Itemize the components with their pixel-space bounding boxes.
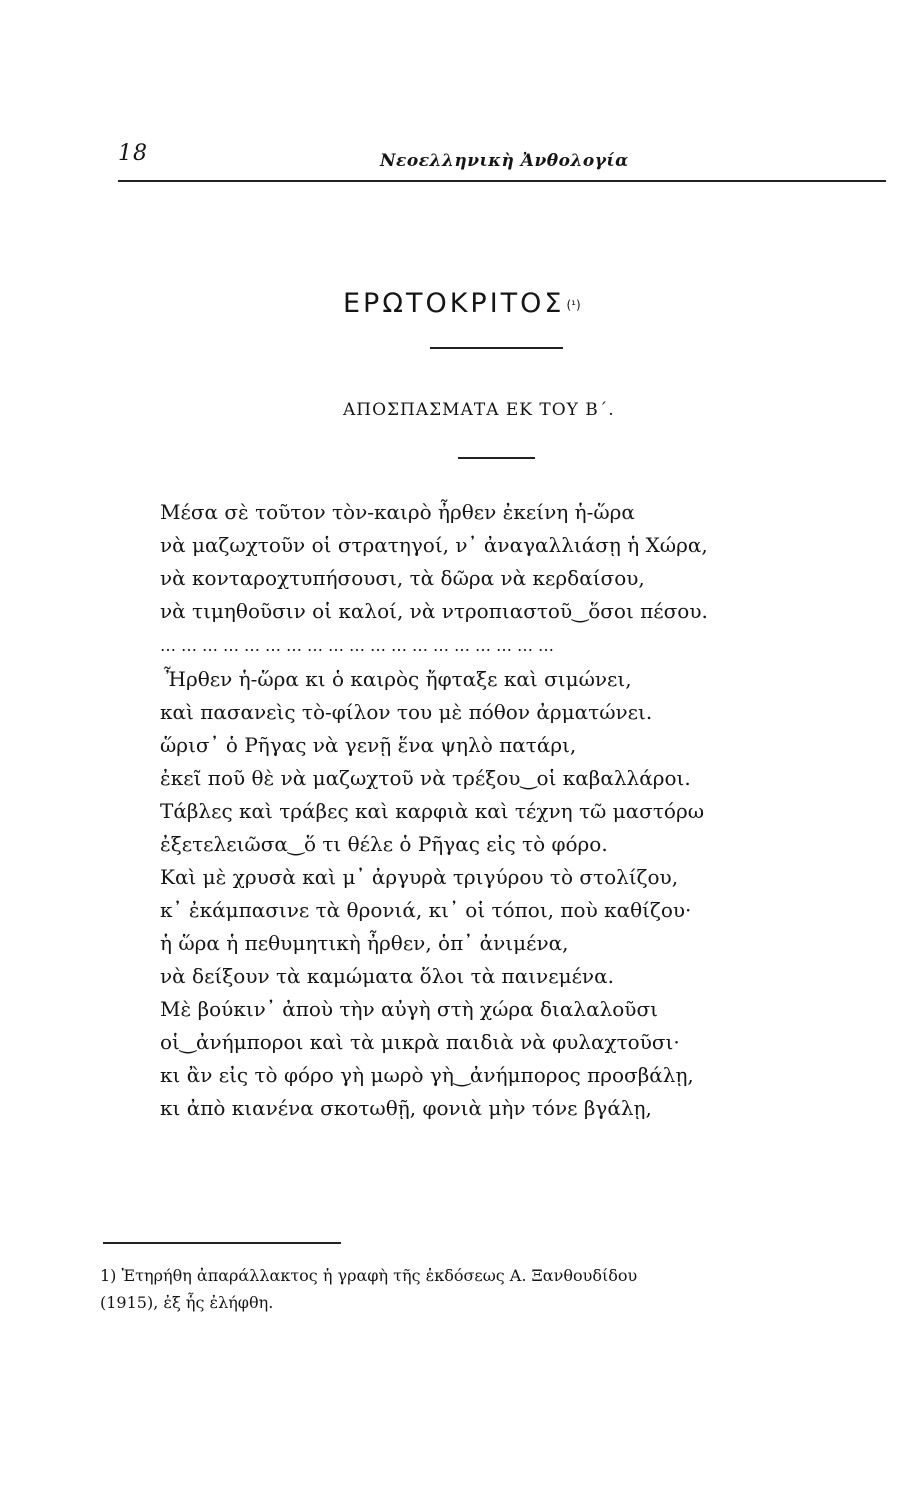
poem-line: ἐκεῖ ποῦ θὲ νὰ μαζωχτοῦ νὰ τρέξου‿οἱ καβαλλάροι. bbox=[160, 766, 691, 790]
poem-line: Ἦρθεν ἡ-ὥρα κι ὁ καιρὸς ἤφταξε καὶ σιμώνει, bbox=[164, 667, 632, 691]
poem-line: Τάβλες καὶ τράβες καὶ καρφιὰ καὶ τέχνη τῶ μαστόρω bbox=[160, 799, 705, 823]
poem-line: νὰ μαζωχτοῦν οἱ στρατηγοί, ν᾽ ἀναγαλλιάσῃ ἡ Χώρα, bbox=[160, 533, 708, 557]
poem-line: νὰ τιμηθοῦσιν οἱ καλοί, νὰ ντροπιαστοῦ‿ὅσοι πέσου. bbox=[160, 599, 708, 623]
subtitle-rule bbox=[458, 457, 535, 459]
ellipsis-line: ………………………………………………… bbox=[160, 636, 559, 655]
subtitle: ΑΠΟΣΠΑΣΜΑΤΑ ΕΚ ΤΟΥ Β΄. bbox=[343, 400, 615, 420]
poem-line: νὰ δείξουν τὰ καμώματα ὅλοι τὰ παινεμένα. bbox=[160, 964, 614, 988]
title-footnote-marker: (¹) bbox=[566, 297, 581, 312]
poem-line: Καὶ μὲ χρυσὰ καὶ μ᾽ ἀργυρὰ τριγύρου τὸ στολίζου, bbox=[160, 865, 679, 889]
footnote-line: (1915), ἐξ ἧς ἐλήφθη. bbox=[100, 1293, 274, 1312]
footnote-rule bbox=[103, 1242, 341, 1244]
poem-title-text: ΕΡΩΤΟΚΡΙΤΟΣ bbox=[343, 288, 565, 319]
poem-line: ἐξετελειῶσα‿ὅ τι θέλε ὁ Ρῆγας εἰς τὸ φόρο. bbox=[160, 832, 608, 856]
poem-line: κι ἀπὸ κιανένα σκοτωθῇ, φονιὰ μὴν τόνε βγάλῃ, bbox=[160, 1096, 652, 1120]
poem-title bbox=[343, 288, 581, 319]
running-title: Νεοελληνικὴ Ἀνθολογία bbox=[380, 151, 629, 171]
poem-body bbox=[160, 496, 880, 1125]
poem-line: οἱ‿ἀνήμποροι καὶ τὰ μικρὰ παιδιὰ νὰ φυλαχτοῦσι· bbox=[160, 1030, 680, 1054]
poem-line: Μὲ βούκιν᾽ ἀποὺ τὴν αὐγὴ στὴ χώρα διαλαλοῦσι bbox=[160, 997, 658, 1021]
poem-line: νὰ κονταροχτυπήσουσι, τὰ δῶρα νὰ κερδαίσου, bbox=[160, 566, 645, 590]
poem-line: ὥρισ᾽ ὁ Ρῆγας νὰ γενῇ ἕνα ψηλὸ πατάρι, bbox=[160, 733, 577, 757]
footnote bbox=[100, 1262, 890, 1316]
poem-line: ἡ ὥρα ἡ πεθυμητικὴ ἦρθεν, ὁπ᾽ ἀνιμένα, bbox=[160, 931, 569, 955]
poem-line: κ᾽ ἐκάμπασινε τὰ θρονιά, κι᾽ οἱ τόποι, ποὺ καθίζου· bbox=[160, 898, 692, 922]
poem-line: καὶ πασανεὶς τὸ-φίλον του μὲ πόθον ἀρματώνει. bbox=[160, 700, 653, 724]
poem-line: κι ἂν εἰς τὸ φόρο γὴ μωρὸ γὴ‿ἀνήμπορος προσβάλῃ, bbox=[160, 1063, 694, 1087]
footnote-line: 1) Ἐτηρήθη ἀπαράλλακτος ἡ γραφὴ τῆς ἐκδόσεως Α. Ξανθουδίδου bbox=[100, 1266, 638, 1285]
title-rule bbox=[430, 347, 563, 349]
header-rule bbox=[118, 180, 886, 182]
poem-line: Μέσα σὲ τοῦτον τὸν-καιρὸ ἦρθεν ἐκείνη ἡ-ὥρα bbox=[160, 500, 635, 524]
page-number: 18 bbox=[118, 141, 148, 166]
